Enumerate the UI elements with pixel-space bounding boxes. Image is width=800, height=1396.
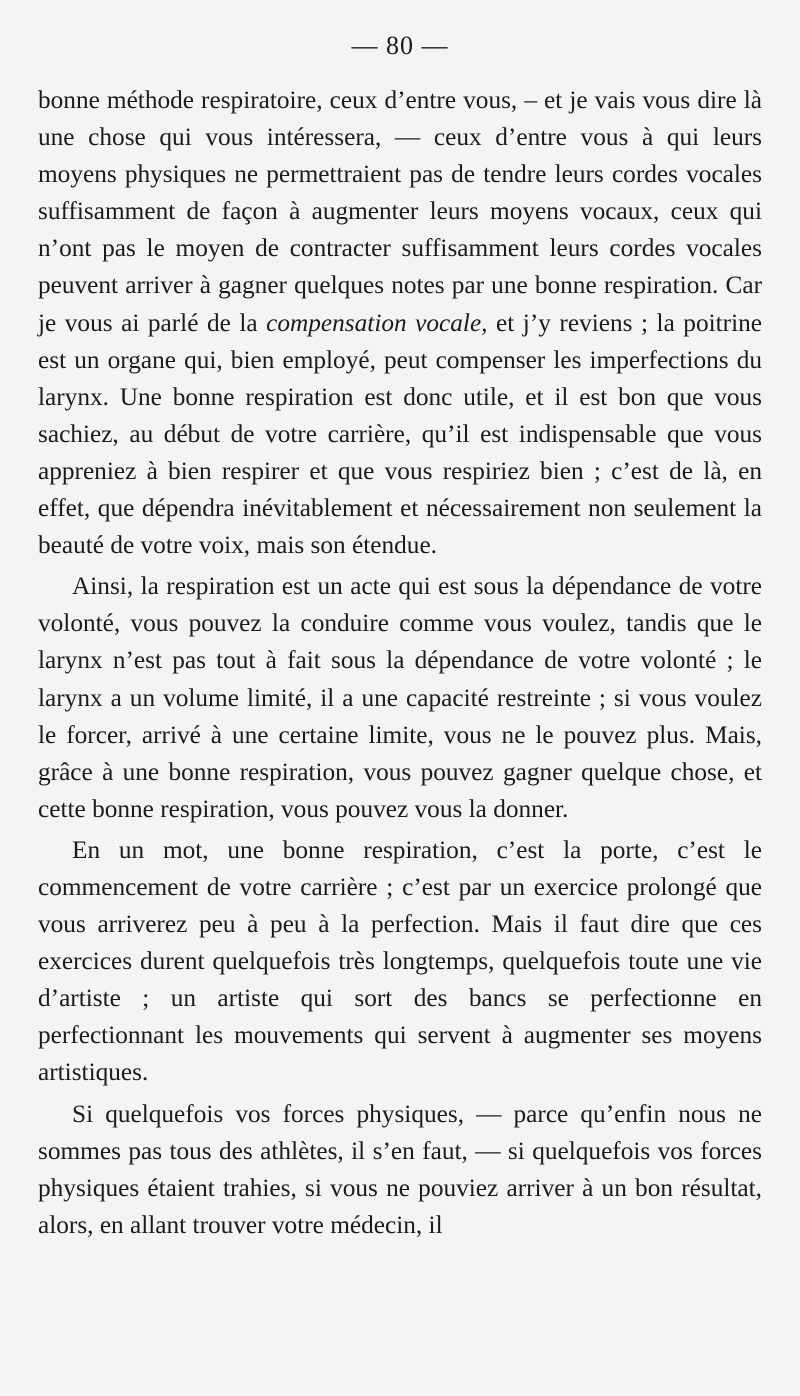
paragraph-2: Ainsi, la respiration est un acte qui est sous la dépendance de votre volonté, vous pouvez la conduire comme vous voulez, tandis que le larynx n’est pas tout à fait sous la dépendance de votre volonté ; le larynx a un volume limité, il a une capacité restreinte ; si vous voulez le forcer, arrivé à une certaine limite, vous ne le pouvez plus. Mais, grâce à une bonne respiration, vous pouvez gagner quelque chose, et cette bonne respiration, vous pouvez vous la donner.: [38, 572, 762, 823]
paragraph-1: [38, 82, 762, 564]
paragraph-1-text-start: bonne méthode respiratoire, ceux d’entre vous, – et je vais vous dire là une chose qui vous intéressera, — ceux d’entre vous à qui leurs moyens physiques ne permettraient pas de tendre leurs cordes vocales suffisamment de façon à augmenter leurs moyens vocaux, ceux qui n’ont pas le moyen de contracter suffisamment leurs cordes vocales peuvent arriver à gagner quelques notes par une bonne respiration. Car je vous ai parlé de la: [38, 86, 762, 337]
paragraph-4: Si quelquefois vos forces physiques, — parce qu’enfin nous ne sommes pas tous des athlètes, il s’en faut, — si quelquefois vos forces physiques étaient trahies, si vous ne pouviez arriver à un bon résultat, alors, en allant trouver votre médecin, il: [38, 1099, 762, 1239]
page-number: — 80 —: [351, 31, 449, 60]
paragraph-1-emphasis: compensation vocale,: [266, 308, 488, 337]
paragraph-3: En un mot, une bonne respiration, c’est la porte, c’est le commencement de votre carrière ; c’est par un exercice prolongé que vous arriverez peu à peu à la perfection. Mais il faut dire que ces exercices durent quelquefois très longtemps, quelquefois toute une vie d’artiste ; un artiste qui sort des bancs se perfectionne en perfectionnant les mouvements qui servent à augmenter ses moyens artistiques.: [38, 835, 762, 1087]
paragraph-1-text-end: et j’y reviens ; la poitrine est un organe qui, bien employé, peut compenser les imperfections du larynx. Une bonne respiration est donc utile, et il est bon que vous sachiez, au début de votre carrière, qu’il est indispensable que vous appreniez à bien respirer et que vous respiriez bien ; c’est de là, en effet, que dépendra inévitablement et nécessairement non seulement la beauté de votre voix, mais son étendue.: [38, 308, 762, 560]
page-body: [38, 82, 762, 1244]
